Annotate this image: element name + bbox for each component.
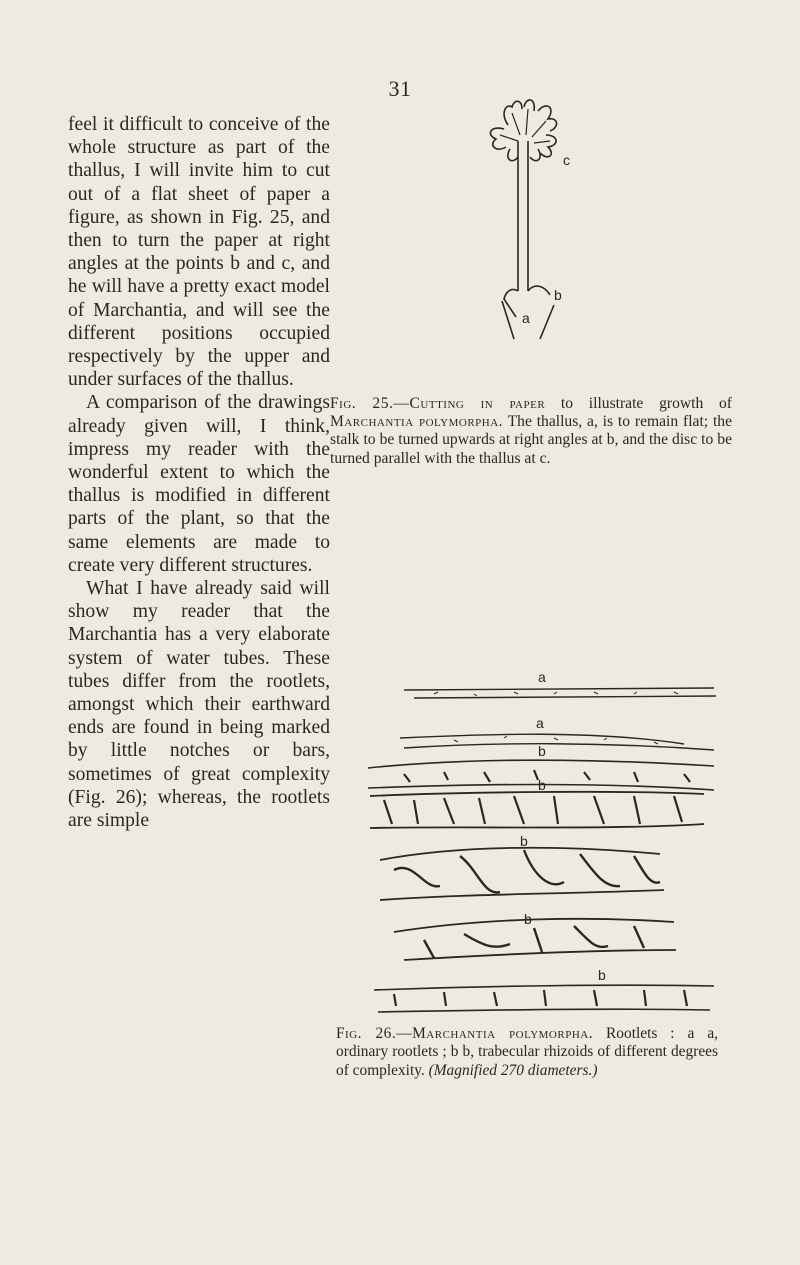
figure-25-caption: [330, 395, 732, 468]
disc-lobe: [524, 100, 534, 111]
paragraph-3: What I have already said will show my reader that the Marchantia has a very elaborate system of water tubes. These tubes differ from the rootlets, amongst which their earthward ends are found in being marked by little notches or bars, sometimes of great complexity (Fig. 26); whereas, the rootlets are simple: [68, 578, 330, 832]
stalk: [518, 141, 528, 291]
disc-lobe: [504, 101, 522, 125]
label-b-4: b: [524, 911, 532, 927]
label-b-5: b: [598, 967, 606, 983]
figure-25-title: —Cutting in paper: [393, 395, 546, 412]
figure-26-title: —Marchantia polymorpha.: [396, 1025, 594, 1042]
figure-26-caption: [336, 1025, 718, 1080]
figure-25-text: to illustrate growth of: [545, 395, 732, 412]
disc-lobe: [508, 149, 518, 161]
body-text: [68, 113, 330, 832]
figure-25-number: Fig. 25.: [330, 395, 394, 412]
figure-25-illustration: [460, 95, 610, 395]
label-a-1: a: [538, 669, 546, 685]
thallus-right: [528, 286, 550, 295]
figure-26-illustration: [364, 650, 720, 1020]
figure-25-species: Marchantia polymorpha.: [330, 413, 504, 431]
figure-26-text: Rootlets : a a, ordinary rootlets ; b b, trabecular rhizoids of different degrees of complexity.: [336, 1025, 718, 1079]
label-c: c: [563, 152, 570, 168]
rootlet-ordinary: [404, 688, 716, 698]
page-number: 31: [388, 76, 412, 101]
label-a: a: [522, 310, 530, 326]
label-b: b: [554, 287, 562, 303]
label-b-2: b: [538, 777, 546, 793]
label-b-3: b: [520, 833, 528, 849]
rootlet-trabecular: [380, 848, 664, 900]
disc-lobe: [530, 149, 540, 161]
rootlet-trabecular: [370, 792, 704, 828]
rootlet-trabecular: [394, 919, 676, 960]
figure-26-number: Fig. 26.: [336, 1025, 397, 1042]
paragraph-1: feel it difficult to conceive of the whole structure as part of the thallus, I will invite him to cut out of a flat sheet of paper a figure, as shown in Fig. 25, and then to turn the paper at right angles at the points b and c, and he will have a pretty exact model of Marchantia, and will see the different positions occupied respectively by the upper and under surfaces of the thallus.: [68, 114, 330, 391]
figure-25-rest: The thallus, a, is to remain flat; the stalk to be turned upwards at right angles at b, and the disc to be turned parallel with the thallus at c.: [330, 413, 732, 467]
figure-26-magnification: (Magnified 270 diameters.): [428, 1061, 598, 1079]
disc-lobe: [490, 128, 506, 149]
disc-lobe: [540, 135, 556, 157]
label-a-2: a: [536, 715, 544, 731]
rootlet-ordinary: [400, 734, 714, 750]
label-b-1: b: [538, 743, 546, 759]
paragraph-2: A comparison of the drawings already given will, I think, impress my reader with the wonderful extent to which the thallus is modified in different parts of the plant, so that the same elements are made to create very different structures.: [68, 392, 330, 576]
